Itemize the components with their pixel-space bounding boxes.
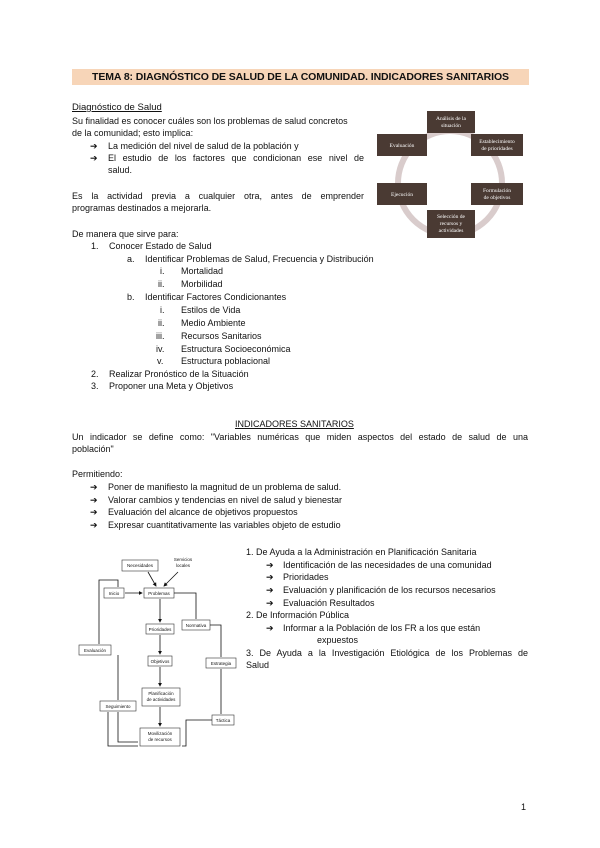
flow-connector — [118, 712, 138, 742]
cycle-box-analisis — [427, 111, 475, 133]
cycle-label-analisis: Análisis de la situación — [436, 116, 466, 129]
list-roman: ii. — [158, 279, 165, 289]
bullet-text: La medición del nivel de salud de la población y — [108, 141, 299, 151]
list-item: Estructura Socioeconómica — [181, 344, 291, 354]
flow-label-objetivos: Objetivos — [150, 659, 170, 664]
list-number: 2. — [91, 369, 99, 379]
allows-label: Permitiendo: — [72, 469, 123, 479]
list-roman: iii. — [156, 331, 165, 341]
use-item: Evaluación y planificación de los recursos necesarios — [283, 585, 496, 595]
flow-label-evaluacion: Evaluación — [83, 648, 107, 653]
flow-label-servicios: Servicios locales — [173, 557, 193, 568]
flow-label-normativa: Normativa — [185, 623, 207, 628]
flow-label-planificacion: Planificación de actividades — [146, 691, 176, 702]
flow-label-seguimiento: Seguimiento — [105, 704, 131, 709]
list-item: Proponer una Meta y Objetivos — [109, 381, 234, 391]
arrow-icon: ➔ — [266, 623, 274, 633]
use-heading: 2. De Información Pública — [246, 610, 350, 620]
flow-label-movilizacion: Movilización de recursos — [147, 731, 173, 742]
flow-connector — [108, 712, 138, 746]
cycle-label-ejecucion: Ejecución — [391, 192, 413, 198]
list-roman: iv. — [156, 344, 165, 354]
list-item: Realizar Pronóstico de la Situación — [109, 369, 249, 379]
use-heading: Salud — [246, 660, 270, 670]
arrow-icon: ➔ — [266, 572, 274, 582]
list-number: 3. — [91, 381, 99, 391]
definition-line: Un indicador se define como: "Variables numéricas que miden aspectos del estado de salud de una — [72, 432, 528, 442]
list-roman: v. — [157, 356, 164, 366]
list-item: Conocer Estado de Salud — [109, 241, 212, 251]
flow-connector — [174, 593, 196, 619]
use-item: Prioridades — [283, 572, 329, 582]
arrow-icon: ➔ — [266, 560, 274, 570]
flow-label-tactica: Táctica — [215, 718, 231, 723]
list-item: Medio Ambiente — [181, 318, 246, 328]
list-item: Estructura poblacional — [181, 356, 271, 366]
intro-line: de la comunidad; esto implica: — [72, 128, 194, 138]
cycle-label-evaluacion: Evaluación — [389, 143, 415, 149]
definition-line: población" — [72, 444, 114, 454]
arrow-icon: ➔ — [90, 495, 98, 505]
arrow-icon: ➔ — [90, 520, 98, 530]
bullet-text: Valorar cambios y tendencias en nivel de salud y bienestar — [108, 495, 342, 505]
planning-flow-diagram — [78, 550, 238, 750]
list-item: Identificar Problemas de Salud, Frecuencia y Distribución — [145, 254, 374, 264]
use-item: expuestos — [317, 635, 359, 645]
cycle-label-prioridades: Establecimiento de prioridades — [479, 139, 515, 152]
list-roman: i. — [160, 305, 165, 315]
flow-label-problemas: Problemas — [148, 591, 170, 596]
use-item: Identificación de las necesidades de una comunidad — [283, 560, 492, 570]
list-letter: a. — [127, 254, 135, 264]
flow-connector — [182, 720, 212, 746]
planning-cycle-diagram — [375, 108, 525, 258]
list-roman: i. — [160, 266, 165, 276]
use-item: Evaluación Resultados — [283, 598, 375, 608]
section-heading-indicadores: INDICADORES SANITARIOS — [235, 419, 354, 429]
arrow-icon: ➔ — [90, 482, 98, 492]
arrow-icon: ➔ — [266, 585, 274, 595]
arrow-icon: ➔ — [266, 598, 274, 608]
serves-label: De manera que sirve para: — [72, 229, 179, 239]
arrow-icon: ➔ — [90, 141, 98, 151]
cycle-box-prioridades — [471, 134, 523, 156]
bullet-text: salud. — [108, 165, 133, 175]
flow-label-necesidades: Necesidades — [126, 563, 154, 568]
bullet-text: Expresar cuantitativamente las variables objeto de estudio — [108, 520, 341, 530]
cycle-label-seleccion: Selección de recursos y actividades — [437, 214, 465, 234]
flow-label-inicio: Inicio — [108, 591, 120, 596]
cycle-box-objetivos — [471, 183, 523, 205]
list-number: 1. — [91, 241, 99, 251]
flow-label-estrategia: Estrategia — [210, 661, 232, 666]
section-heading-diagnostico: Diagnóstico de Salud — [72, 102, 162, 113]
bullet-text: Poner de manifiesto la magnitud de un problema de salud. — [108, 482, 342, 492]
flow-label-prioridades: Prioridades — [148, 627, 172, 632]
intro-line: Su finalidad es conocer cuáles son los problemas de salud concretos — [72, 116, 348, 126]
page-title: TEMA 8: DIAGNÓSTICO DE SALUD DE LA COMUNIDAD. INDICADORES SANITARIOS — [92, 71, 509, 83]
flow-arrow — [148, 572, 156, 586]
bullet-text: Evaluación del alcance de objetivos propuestos — [108, 507, 298, 517]
list-item: Mortalidad — [181, 266, 224, 276]
use-item: Informar a la Población de los FR a los que están — [283, 623, 481, 633]
use-heading: 3. De Ayuda a la Investigación Etiológica de los Problemas de — [246, 648, 528, 658]
cycle-label-objetivos: Formulación de objetivos — [482, 188, 512, 201]
flow-connector — [210, 625, 221, 657]
flow-arrow — [164, 572, 178, 586]
list-roman: ii. — [158, 318, 165, 328]
page-number: 1 — [520, 802, 526, 812]
arrow-icon: ➔ — [90, 507, 98, 517]
list-item: Recursos Sanitarios — [181, 331, 262, 341]
arrow-icon: ➔ — [90, 153, 98, 163]
paragraph-line: programas destinados a mejorarla. — [72, 203, 212, 213]
list-item: Morbilidad — [181, 279, 223, 289]
list-letter: b. — [127, 292, 135, 302]
list-item: Estilos de Vida — [181, 305, 241, 315]
use-heading: 1. De Ayuda a la Administración en Planificación Sanitaria — [246, 547, 477, 557]
list-item: Identificar Factores Condicionantes — [145, 292, 287, 302]
paragraph-line: Es la actividad previa a cualquier otra, antes de emprender — [72, 191, 364, 201]
bullet-text: El estudio de los factores que condicionan ese nivel de — [108, 153, 364, 163]
